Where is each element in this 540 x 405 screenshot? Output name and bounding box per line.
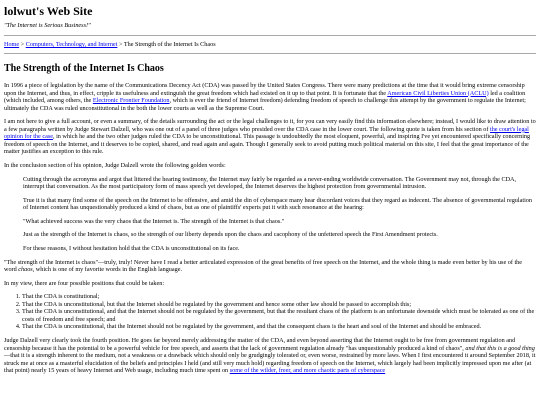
emphasis-text: chaos <box>18 266 33 274</box>
paragraph-text: —that it is a strength inherent to the medium, not a weakness or a drawback which should only be grudgingly tolerated or, even worse, restrained by more laws. When I first encountered it around September 2018, it struck me at once as a masterful elucidation of the beliefs and principles I held (and still very much hold) regarding freedom of speech on the Internet, which largely had been implicitly impressed upon me after (at that point) nearly 15 years of heavy Internet and Web usage, including much time spent on <box>4 352 536 375</box>
quote-paragraph: For these reasons, I without hesitation hold that the CDA is unconstitutional on its face. <box>23 244 240 252</box>
eff-link[interactable]: Electronic Frontier Foundation <box>92 97 170 105</box>
quote-paragraph: True it is that many find some of the speech on the Internet to be offensive, and amid the din of cyberspace many hear discordant voices that they regard as indecent. The absence of governmental regulation of Internet content has unquestionably produced a kind of chaos, but as one of plaintiffs' experts put it with such resonance at the hearing: <box>23 196 532 212</box>
paragraph-text: , which is one of my favorite words in the English language. <box>32 266 183 274</box>
paragraph-text: led a coalition (which included, among others, the <box>4 89 526 105</box>
positions-list <box>4 293 536 331</box>
header-divider <box>4 35 536 36</box>
paragraph-text: "The strength of the Internet is chaos"—truly, truly! Never have I read a better articulated expression of the great benefits of free speech on the Internet, and the whole thing is made even better by his use of the word <box>4 258 523 274</box>
breadcrumb-home-link[interactable]: Home <box>4 41 20 49</box>
list-item: 1. That the CDA is constitutional; <box>22 293 536 301</box>
site-title: lolwut's Web Site <box>4 4 93 18</box>
paragraph-text: I am not here to give a full account, or even a summary, of the details surrounding the act or the legal challenges to it, for you can very easily find this information elsewhere; instead, I would like to draw attention to a few paragraphs written by Judge Stewart Dalzell, who was one out of a panel of three judges who presided over the CDA case in the lower court. The following quote is taken from his section of <box>4 118 536 133</box>
paragraph-intro <box>4 82 536 112</box>
article-title: The Strength of the Internet Is Chaos <box>4 62 164 74</box>
chaotic-parts-link[interactable]: some of the wilder, freer, and more chaotic parts of cyberspace <box>229 367 386 375</box>
list-item: 4. That the CDA is unconstitutional, that the Internet should not be regulated by the government, and that the consequent chaos is the heart and soul of the Internet and should be embraced. <box>22 323 536 331</box>
paragraph-text: Judge Dalzell very clearly took the fourth position. He goes far beyond merely addressing the matter of the CDA, and even beyond asserting that the Internet ought to be free from government regulation and censorship because it has the potential to be a powerful vehicle for free speech, and asserts that the lack of government regulation already "has unquestionably produced a kind of chaos", <box>4 337 516 352</box>
paragraph-text: In 1996 a piece of legislation by the name of the Communications Decency Act (CDA) was passed by the United States Congress. There were many predictions at the time that it would bring extreme censorship upon the Internet, and thus, in effect, cripple its usefulness and extinguish the great freedom which had existed on it up to that point. It is fortunate that the <box>4 81 525 97</box>
paragraph-text: , which is ever the friend of Internet freedom) defending freedom of speech to challenge this attempt by the government to regulate the Internet; ultimately the CDA was ruled unconstitutional in the both the lower courts as well as the Supreme Court. <box>4 97 526 112</box>
breadcrumb-separator: > <box>19 41 26 49</box>
list-item: 2. That the CDA is unconstitutional, but that the Internet should be regulated by the government and hence some other law should be passed to accomplish this; <box>22 301 536 309</box>
paragraph-context <box>4 118 536 156</box>
breadcrumb-current: The Strength of the Internet Is Chaos <box>123 41 216 49</box>
paragraph-quote-intro: In the conclusion section of his opinion, Judge Dalzell wrote the following golden words: <box>4 162 226 169</box>
legal-opinion-link[interactable]: the court's legal opinion for the case <box>4 125 529 141</box>
site-tagline: "The Internet is Serious Business!" <box>4 21 91 29</box>
quote-paragraph: Just as the strength of the Internet is chaos, so the strength of our liberty depends upon the chaos and cacophony of the unfettered speech the First Amendment protects. <box>23 231 438 239</box>
breadcrumb-divider <box>4 53 536 54</box>
aclu-link[interactable]: American Civil Liberties Union (ACLU) <box>387 89 489 97</box>
quote-paragraph: "What achieved success was the very chaos that the Internet is. The strength of the Internet is that chaos." <box>23 217 285 225</box>
breadcrumb-separator: > <box>117 41 124 49</box>
paragraph-text: , in which he and the two other judges ruled the CDA to be unconstitutional. This passage is undoubtedly the most eloquent, powerful, and inspiring I've yet encountered specifically concerning freedom of speech on the Internet, and it deserves to be copied, shared, and read again and again. Though I generally seek to avoid putting much political material on this site, I feel that the great importance of the matter justifies an exception to this rule. <box>4 133 531 156</box>
paragraph-positions-intro: In my view, there are four possible positions that could be taken: <box>4 279 165 287</box>
dalzell-quote <box>23 176 536 253</box>
list-item: 3. That the CDA is unconstitutional, and that the Internet should not be regulated by the government, but that the resultant chaos of the platform is an unfortunate downside which must be tolerated as one of the costs of freedom and free speech; and <box>22 308 536 323</box>
breadcrumb-section-link[interactable]: Computers, Technology, and Internet <box>25 41 118 49</box>
emphasis-text: and that this is a good thing <box>465 344 535 352</box>
paragraph-analysis <box>4 337 536 375</box>
quote-paragraph: Cutting through the acronyms and argot that littered the hearing testimony, the Internet may fairly be regarded as a never-ending worldwide conversation. The Government may not, through the CDA, interrupt that conversation. As the most participatory form of mass speech yet developed, the Internet deserves the highest protection from governmental intrusion. <box>23 175 517 191</box>
breadcrumb <box>4 41 536 49</box>
paragraph-reaction <box>4 259 536 274</box>
